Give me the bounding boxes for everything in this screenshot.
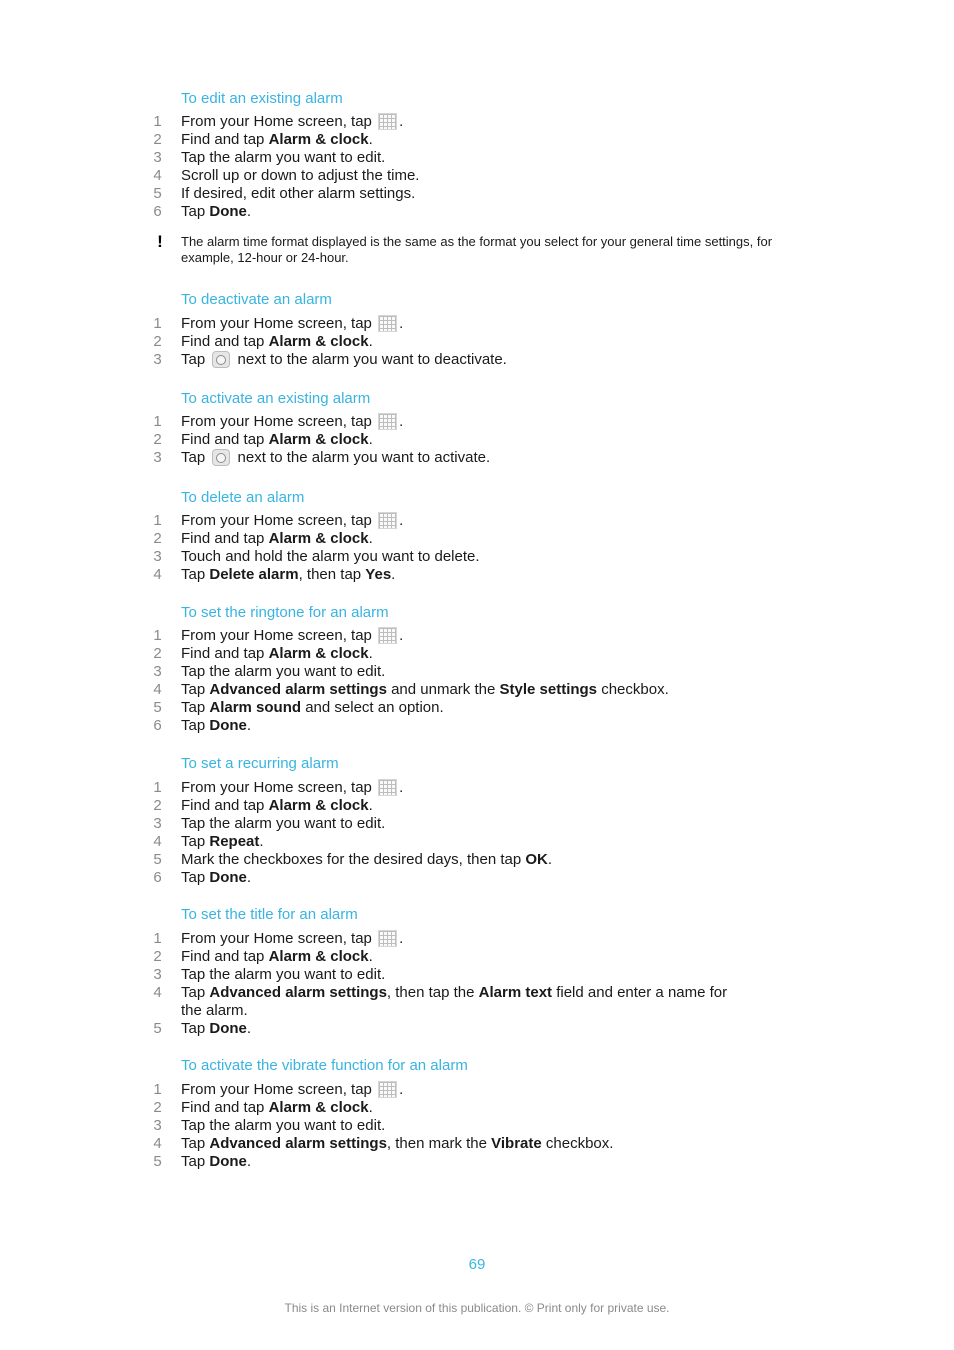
step-item [0,315,954,333]
step-text-run: From your Home screen, tap [181,512,377,529]
step-number: 5 [153,1020,162,1037]
step-text [181,1099,751,1117]
step-text-run: Find and tap [181,948,269,965]
step-item [0,1117,954,1135]
step-item [0,149,954,167]
step-text [181,333,751,351]
ui-term: Advanced alarm settings [209,1135,387,1152]
step-text [181,645,751,663]
step-number: 2 [153,1099,162,1116]
ui-term: Alarm text [478,984,553,1001]
step-text [181,833,751,851]
ui-term: Alarm & clock [268,131,369,148]
ui-term: Alarm sound [209,699,302,716]
step-text [181,627,751,645]
step-text-run: , then tap the [386,984,479,1001]
step-number: 3 [153,149,162,166]
step-text [181,779,751,797]
step-text [181,815,751,833]
step-text-run: From your Home screen, tap [181,627,377,644]
step-item [0,930,954,948]
step-text [181,681,751,699]
ui-term: Yes [365,566,392,583]
section-heading: To set the ringtone for an alarm [181,604,389,621]
step-number: 2 [153,645,162,662]
step-item [0,548,954,566]
step-text [181,717,751,735]
step-text-run: . [368,948,373,965]
step-text-run: Tap [181,351,210,368]
step-text-run: Tap the alarm you want to edit. [181,1117,386,1134]
ui-term: Done [209,1020,247,1037]
step-item [0,717,954,735]
step-text-run: . [399,113,404,130]
step-item [0,699,954,717]
ui-term: Style settings [499,681,598,698]
step-text-run: From your Home screen, tap [181,930,377,947]
step-text-run: From your Home screen, tap [181,315,377,332]
step-item [0,1153,954,1171]
step-text [181,966,751,984]
step-number: 4 [153,984,162,1001]
section-heading: To edit an existing alarm [181,90,343,107]
step-item [0,851,954,869]
step-text-run: Tap [181,869,210,886]
step-number: 3 [153,351,162,368]
step-item [0,449,954,467]
step-text [181,869,751,887]
step-number: 6 [153,717,162,734]
step-item [0,779,954,797]
ui-term: Alarm & clock [268,1099,369,1116]
note-box [0,234,954,274]
step-text [181,699,751,717]
step-number: 2 [153,131,162,148]
step-number: 2 [153,431,162,448]
step-text-run: Find and tap [181,797,269,814]
step-text [181,851,751,869]
step-number: 1 [153,779,162,796]
step-text [181,1153,751,1171]
step-number: 2 [153,797,162,814]
step-item [0,815,954,833]
step-text-run: Tap the alarm you want to edit. [181,663,386,680]
step-text-run: Tap [181,681,210,698]
step-text-run: . [246,1153,252,1170]
step-text-run: . [246,203,252,220]
step-text-run: next to the alarm you want to deactivate. [233,351,507,368]
step-item [0,1135,954,1153]
step-text-run: Tap [181,1020,210,1037]
step-number: 2 [153,333,162,350]
step-text [181,512,751,530]
step-number: 5 [153,185,162,202]
step-text-run: Scroll up or down to adjust the time. [181,167,420,184]
step-number: 3 [153,663,162,680]
page-number: 69 [468,1256,486,1273]
ui-term: Alarm & clock [268,797,369,814]
step-text [181,185,751,203]
step-text-run: . [547,851,553,868]
step-text [181,167,751,185]
step-item [0,1081,954,1099]
step-text [181,449,751,467]
step-text-run: Tap [181,833,210,850]
step-text-run: Tap the alarm you want to edit. [181,815,386,832]
step-item [0,333,954,351]
ui-term: Done [209,1153,247,1170]
step-text-run: . [399,512,404,529]
step-number: 4 [153,566,162,583]
ui-term: Advanced alarm settings [209,681,387,698]
step-text-run: Find and tap [181,1099,269,1116]
step-text-run: Find and tap [181,131,269,148]
step-text-run: From your Home screen, tap [181,779,377,796]
step-item [0,413,954,431]
step-text-run: From your Home screen, tap [181,413,377,430]
step-text [181,930,751,948]
step-item [0,966,954,984]
step-text-run: . [368,431,373,448]
step-text [181,351,751,369]
step-text-run: . [368,530,373,547]
step-text-run: checkbox. [597,681,669,698]
step-number: 3 [153,966,162,983]
step-item [0,131,954,149]
step-number: 5 [153,699,162,716]
step-text-run: . [368,333,373,350]
apps-grid-icon [378,512,397,529]
step-text-run: . [399,627,404,644]
section-heading: To delete an alarm [181,489,305,506]
step-text [181,131,751,149]
step-item [0,512,954,530]
ui-term: Alarm & clock [268,530,369,547]
step-text [181,663,751,681]
step-text-run: Tap [181,699,210,716]
step-number: 4 [153,1135,162,1152]
apps-grid-icon [378,1081,397,1098]
step-text-run: field and enter a name for the alarm. [181,984,728,1019]
section-heading: To activate the vibrate function for an alarm [181,1057,468,1074]
step-text [181,203,751,221]
step-text [181,1117,751,1135]
step-text-run: . [246,869,252,886]
step-text [181,1020,751,1038]
step-item [0,113,954,131]
step-item [0,663,954,681]
step-text-run: From your Home screen, tap [181,113,377,130]
step-number: 4 [153,833,162,850]
step-text-run: . [368,645,373,662]
step-text [181,530,751,548]
apps-grid-icon [378,627,397,644]
step-text [181,1081,751,1099]
ui-term: Done [209,203,247,220]
step-text-run: . [399,315,404,332]
step-item [0,1099,954,1117]
step-item [0,530,954,548]
section-heading: To deactivate an alarm [181,291,332,308]
step-text [181,149,751,167]
step-number: 1 [153,930,162,947]
step-text-run: . [399,930,404,947]
step-text-run: . [368,1099,373,1116]
step-number: 2 [153,530,162,547]
step-text-run: . [399,779,404,796]
step-item [0,869,954,887]
apps-grid-icon [378,413,397,430]
exclamation-icon: ! [157,232,163,251]
step-text-run: . [399,1081,404,1098]
step-text-run: Touch and hold the alarm you want to delete. [181,548,480,565]
step-item [0,833,954,851]
footer-notice: This is an Internet version of this publication. © Print only for private use. [284,1301,670,1315]
step-text-run: Mark the checkboxes for the desired days, then tap [181,851,526,868]
step-number: 5 [153,851,162,868]
section-heading: To set a recurring alarm [181,755,339,772]
ui-term: Alarm & clock [268,431,369,448]
step-text-run: Find and tap [181,333,269,350]
section-heading: To set the title for an alarm [181,906,358,923]
step-number: 3 [153,815,162,832]
step-item [0,645,954,663]
step-text-run: Tap [181,1135,210,1152]
step-number: 3 [153,449,162,466]
step-number: 1 [153,1081,162,1098]
section-heading: To activate an existing alarm [181,390,371,407]
step-text-run: Tap the alarm you want to edit. [181,966,386,983]
alarm-clock-icon [212,449,230,466]
apps-grid-icon [378,930,397,947]
step-number: 5 [153,1153,162,1170]
step-item [0,167,954,185]
step-item [0,351,954,369]
step-item [0,797,954,815]
step-item [0,1020,954,1038]
ui-term: Vibrate [491,1135,542,1152]
step-number: 3 [153,548,162,565]
step-text-run: . [391,566,396,583]
step-text-run: . [368,797,373,814]
alarm-clock-icon [212,351,230,368]
apps-grid-icon [378,315,397,332]
step-text [181,1135,751,1153]
step-text-run: Tap [181,984,210,1001]
step-text [181,548,751,566]
step-item [0,185,954,203]
step-text-run: . [246,1020,252,1037]
step-text-run: and unmark the [386,681,500,698]
apps-grid-icon [378,113,397,130]
ui-term: OK [525,851,548,868]
step-text-run: Tap [181,1153,210,1170]
ui-term: Alarm & clock [268,645,369,662]
step-number: 1 [153,315,162,332]
step-item [0,431,954,449]
ui-term: Done [209,717,247,734]
step-text [181,948,751,966]
step-number: 3 [153,1117,162,1134]
step-text [181,315,751,333]
step-number: 4 [153,681,162,698]
ui-term: Repeat [209,833,260,850]
step-text-run: Tap [181,203,210,220]
step-item [0,681,954,699]
ui-term: Done [209,869,247,886]
ui-term: Delete alarm [209,566,299,583]
step-text-run: Tap the alarm you want to edit. [181,149,386,166]
step-text [181,984,751,1020]
step-text [181,797,751,815]
step-text-run: Find and tap [181,530,269,547]
step-text [181,431,751,449]
step-text [181,113,751,131]
step-number: 1 [153,413,162,430]
step-number: 4 [153,167,162,184]
step-number: 1 [153,627,162,644]
step-text-run: From your Home screen, tap [181,1081,377,1098]
step-text-run: , then tap [298,566,366,583]
step-text-run: Tap [181,717,210,734]
step-text-run: next to the alarm you want to activate. [233,449,491,466]
step-text-run: . [399,413,404,430]
step-item [0,948,954,966]
step-text-run: . [246,717,252,734]
step-number: 6 [153,203,162,220]
step-text-run: . [259,833,264,850]
step-text-run: checkbox. [541,1135,614,1152]
step-number: 6 [153,869,162,886]
ui-term: Alarm & clock [268,333,369,350]
step-text-run: . [368,131,373,148]
step-text [181,566,751,584]
step-text-run: Find and tap [181,431,269,448]
step-number: 1 [153,113,162,130]
step-number: 2 [153,948,162,965]
apps-grid-icon [378,779,397,796]
step-item [0,203,954,221]
step-text-run: Find and tap [181,645,269,662]
step-number: 1 [153,512,162,529]
ui-term: Alarm & clock [268,948,369,965]
step-text-run: If desired, edit other alarm settings. [181,185,416,202]
step-text-run: , then mark the [386,1135,492,1152]
note-text: The alarm time format displayed is the same as the format you select for your general time settings, for example, 12-hour or 24-hour. [181,234,773,265]
step-text [181,413,751,431]
step-text-run: and select an option. [301,699,444,716]
step-item [0,627,954,645]
step-text-run: Tap [181,449,210,466]
step-item [0,984,954,1019]
step-text-run: Tap [181,566,210,583]
step-item [0,566,954,584]
ui-term: Advanced alarm settings [209,984,387,1001]
